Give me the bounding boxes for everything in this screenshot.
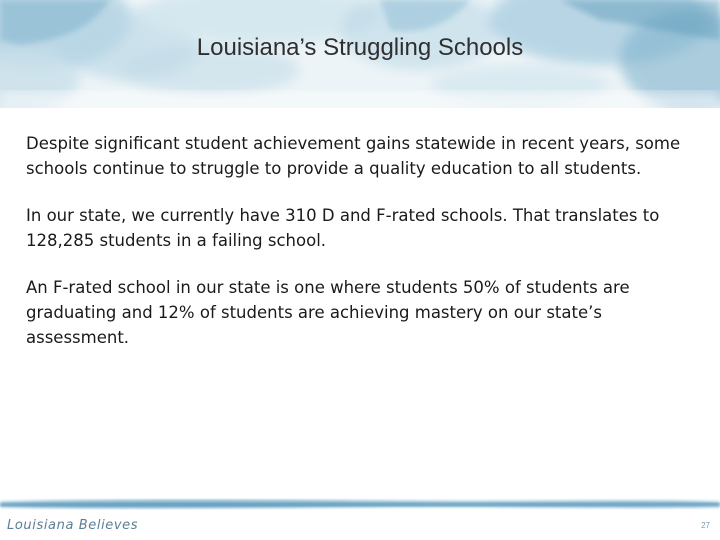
slide-title: Louisiana’s Struggling Schools (196, 34, 524, 61)
page-number: 27 (701, 521, 710, 530)
paragraph-achievement: Despite significant student achievement gains statewide in recent years, some schools continue to struggle to provide a quality education to all students. (26, 134, 681, 178)
footer-watercolor-bar (0, 496, 720, 512)
footer-watercolor-stroke (0, 496, 720, 512)
paragraph-failing-schools: In our state, we currently have 310 D and F-rated schools. That translates to 128,285 students in a failing school. (26, 206, 660, 250)
slide-body (26, 131, 696, 372)
louisiana-believes-logo: Louisiana Believes (7, 518, 139, 533)
paragraph-f-rated-definition: An F-rated school in our state is one where students 50% of students are graduating and 12% of students are achieving mastery on our state’s assessment. (26, 278, 630, 347)
header-banner (0, 0, 720, 108)
